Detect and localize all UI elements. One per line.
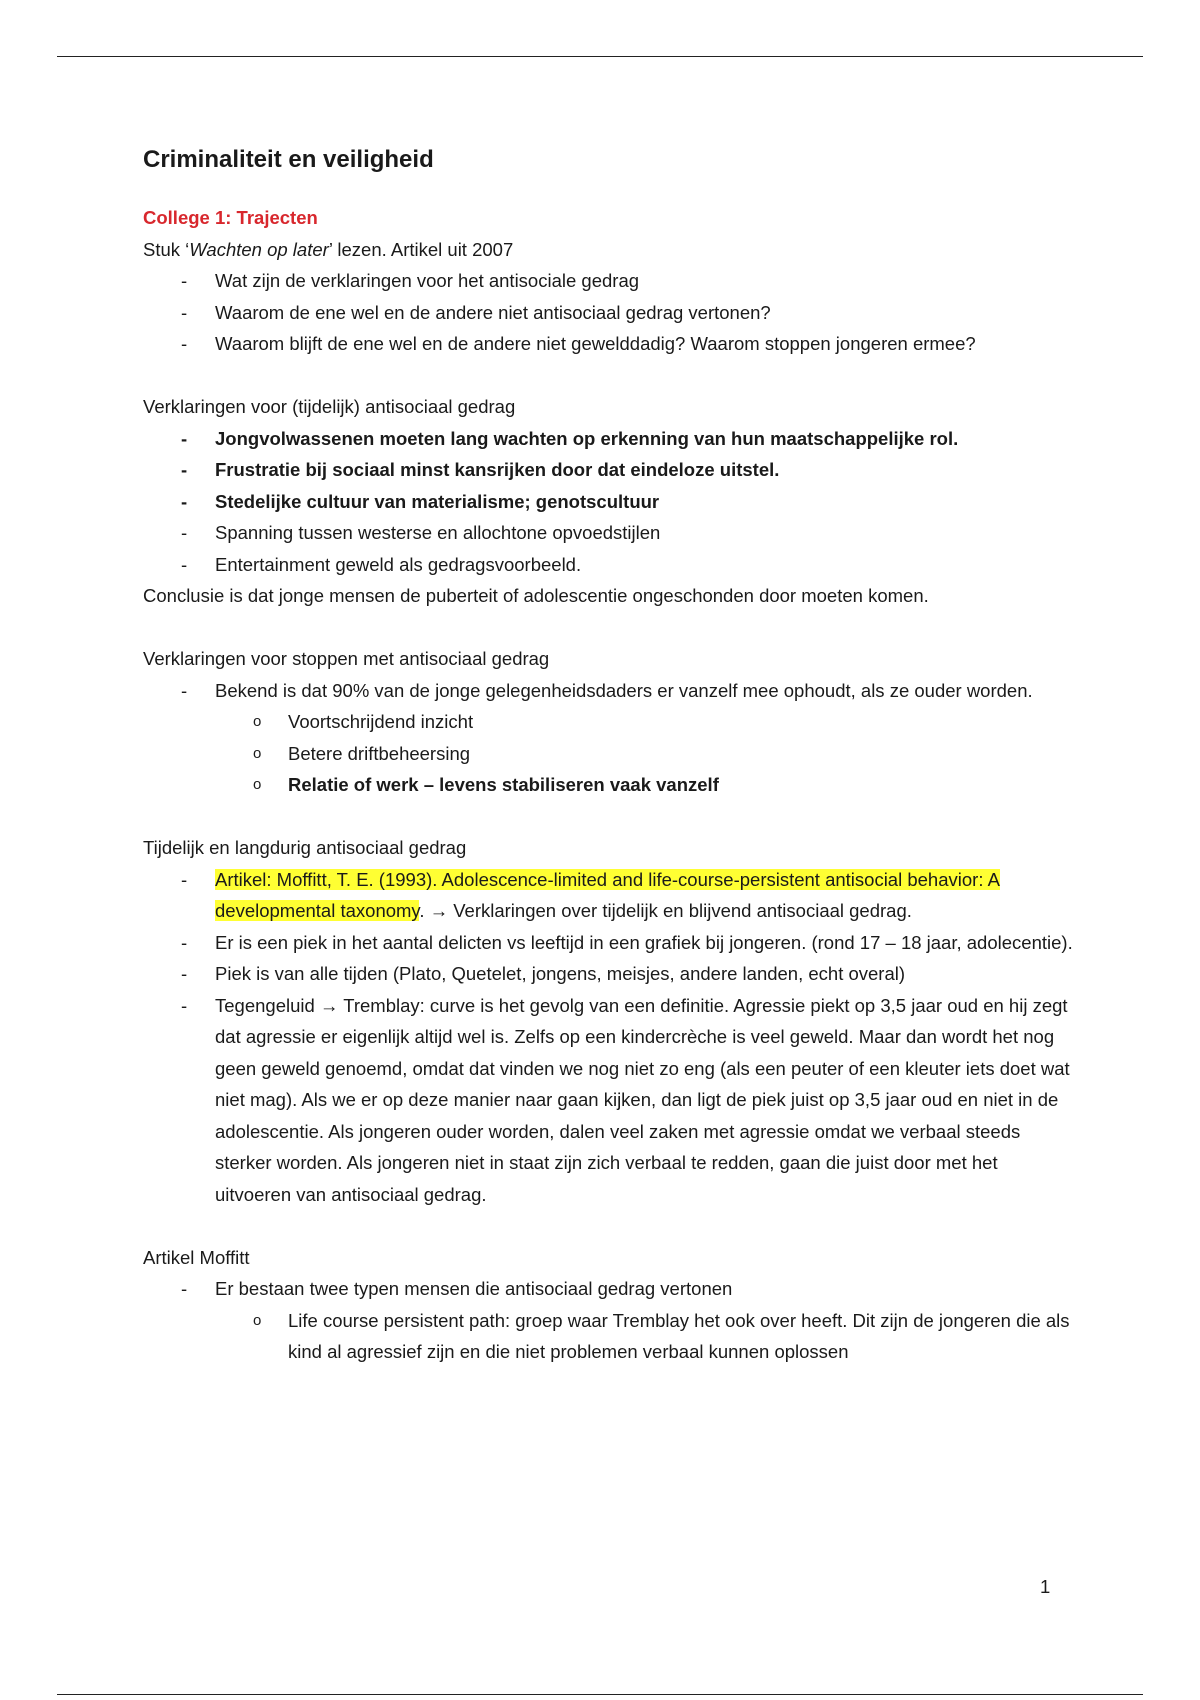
list-item: - Jongvolwassenen moeten lang wachten op erkenning van hun maatschappelijke rol.	[143, 423, 1073, 455]
document-page	[143, 140, 1073, 1368]
dash-marker: -	[181, 490, 188, 512]
list-item: - Spanning tussen westerse en allochtone opvoedstijlen	[143, 517, 1073, 549]
section-heading: Artikel Moffitt	[143, 1246, 250, 1268]
dash-marker: -	[181, 963, 188, 984]
dash-marker: -	[181, 553, 188, 575]
sub-list-item: o Relatie of werk – levens stabiliseren vaak vanzelf	[143, 769, 1073, 801]
list-item: - Frustratie bij sociaal minst kansrijken door dat eindeloze uitstel.	[143, 454, 1073, 486]
dash-marker: -	[181, 931, 188, 953]
circle-marker: o	[253, 1311, 262, 1329]
conclusion-text: Conclusie is dat jonge mensen de puberteit of adolescentie ongeschonden door moeten komen.	[143, 585, 929, 606]
footer-rule	[57, 1694, 1143, 1695]
dash-marker: -	[181, 459, 188, 480]
dash-marker: -	[181, 427, 188, 449]
dash-marker: -	[181, 679, 188, 701]
dash-marker: -	[181, 522, 188, 543]
list-item: - Piek is van alle tijden (Plato, Quetelet, jongens, meisjes, andere landen, echt overal)	[143, 958, 1073, 990]
intro-italic-title: Wachten op later	[189, 238, 329, 260]
circle-marker: o	[253, 713, 262, 730]
list-item: - Waarom de ene wel en de andere niet antisociaal gedrag vertonen?	[143, 297, 1073, 329]
section-heading: Tijdelijk en langdurig antisociaal gedrag	[143, 837, 467, 858]
list-item: - Er bestaan twee typen mensen die antisociaal gedrag vertonen	[143, 1273, 1073, 1305]
list-item: - Wat zijn de verklaringen voor het antisociale gedrag	[143, 265, 1073, 297]
dash-marker: -	[181, 1278, 188, 1299]
section-heading: Verklaringen voor (tijdelijk) antisociaal gedrag	[143, 396, 516, 417]
list-item: - Stedelijke cultuur van materialisme; genotscultuur	[143, 486, 1073, 518]
dash-marker: -	[181, 333, 188, 354]
circle-marker: o	[253, 776, 262, 793]
highlighted-citation: Artikel: Moffitt, T. E. (1993). Adolescence-limited and life-course-persistent antisocial behavior: A developmental taxonomy	[215, 868, 1000, 921]
dash-marker: -	[181, 270, 188, 291]
sub-list-item: o Voortschrijdend inzicht	[143, 706, 1073, 738]
list-item: - Entertainment geweld als gedragsvoorbeeld.	[143, 549, 1073, 581]
college-heading: College 1: Trajecten	[143, 207, 318, 228]
page-number: 1	[1040, 1576, 1051, 1597]
sub-list-item: o Betere driftbeheersing	[143, 738, 1073, 770]
intro-line: Stuk ‘Wachten op later’ lezen. Artikel uit 2007	[143, 238, 514, 260]
dash-marker: -	[181, 868, 188, 890]
list-item: - Tegengeluid → Tremblay: curve is het gevolg van een definitie. Agressie piekt op 3,5 jaar oud en hij zegt dat agressie er eigenlijk altijd wel is. Zelfs op een kindercrèche is veel geweld. Maar dan wordt het nog geen geweld genoemd, omdat dat vinden we nog niet zo eng (als een peuter of een kleuter iets doet wat niet mag). Als we er op deze manier naar gaan kijken, dan ligt de piek juist op 3,5 jaar oud en niet in de adolescentie. Als jongeren ouder worden, dalen veel zaken met agressie omdat we verbaal steeds sterker worden. Als jongeren niet in staat zijn zich verbaal te redden, gaan die juist door met het uitvoeren van antisociaal gedrag.	[143, 990, 1073, 1211]
document-title: Criminaliteit en veiligheid	[143, 146, 434, 173]
list-item: - Waarom blijft de ene wel en de andere niet gewelddadig? Waarom stoppen jongeren ermee?	[143, 328, 1073, 360]
sub-list-item: o Life course persistent path: groep waar Tremblay het ook over heeft. Dit zijn de jongeren die als kind al agressief zijn en die niet problemen verbaal kunnen oplossen	[143, 1305, 1073, 1368]
list-item: - Artikel: Moffitt, T. E. (1993). Adolescence-limited and life-course-persistent antisocial behavior: A developmental taxonomy. → Verklaringen over tijdelijk en blijvend antisociaal gedrag.	[143, 864, 1073, 927]
list-item: - Er is een piek in het aantal delicten vs leeftijd in een grafiek bij jongeren. (rond 17 – 18 jaar, adolecentie).	[143, 927, 1073, 959]
header-rule	[57, 56, 1143, 57]
circle-marker: o	[253, 744, 262, 762]
section-heading: Verklaringen voor stoppen met antisociaal gedrag	[143, 648, 550, 669]
dash-marker: -	[181, 994, 188, 1016]
list-item: - Bekend is dat 90% van de jonge gelegenheidsdaders er vanzelf mee ophoudt, als ze ouder worden.	[143, 675, 1073, 707]
dash-marker: -	[181, 301, 188, 323]
